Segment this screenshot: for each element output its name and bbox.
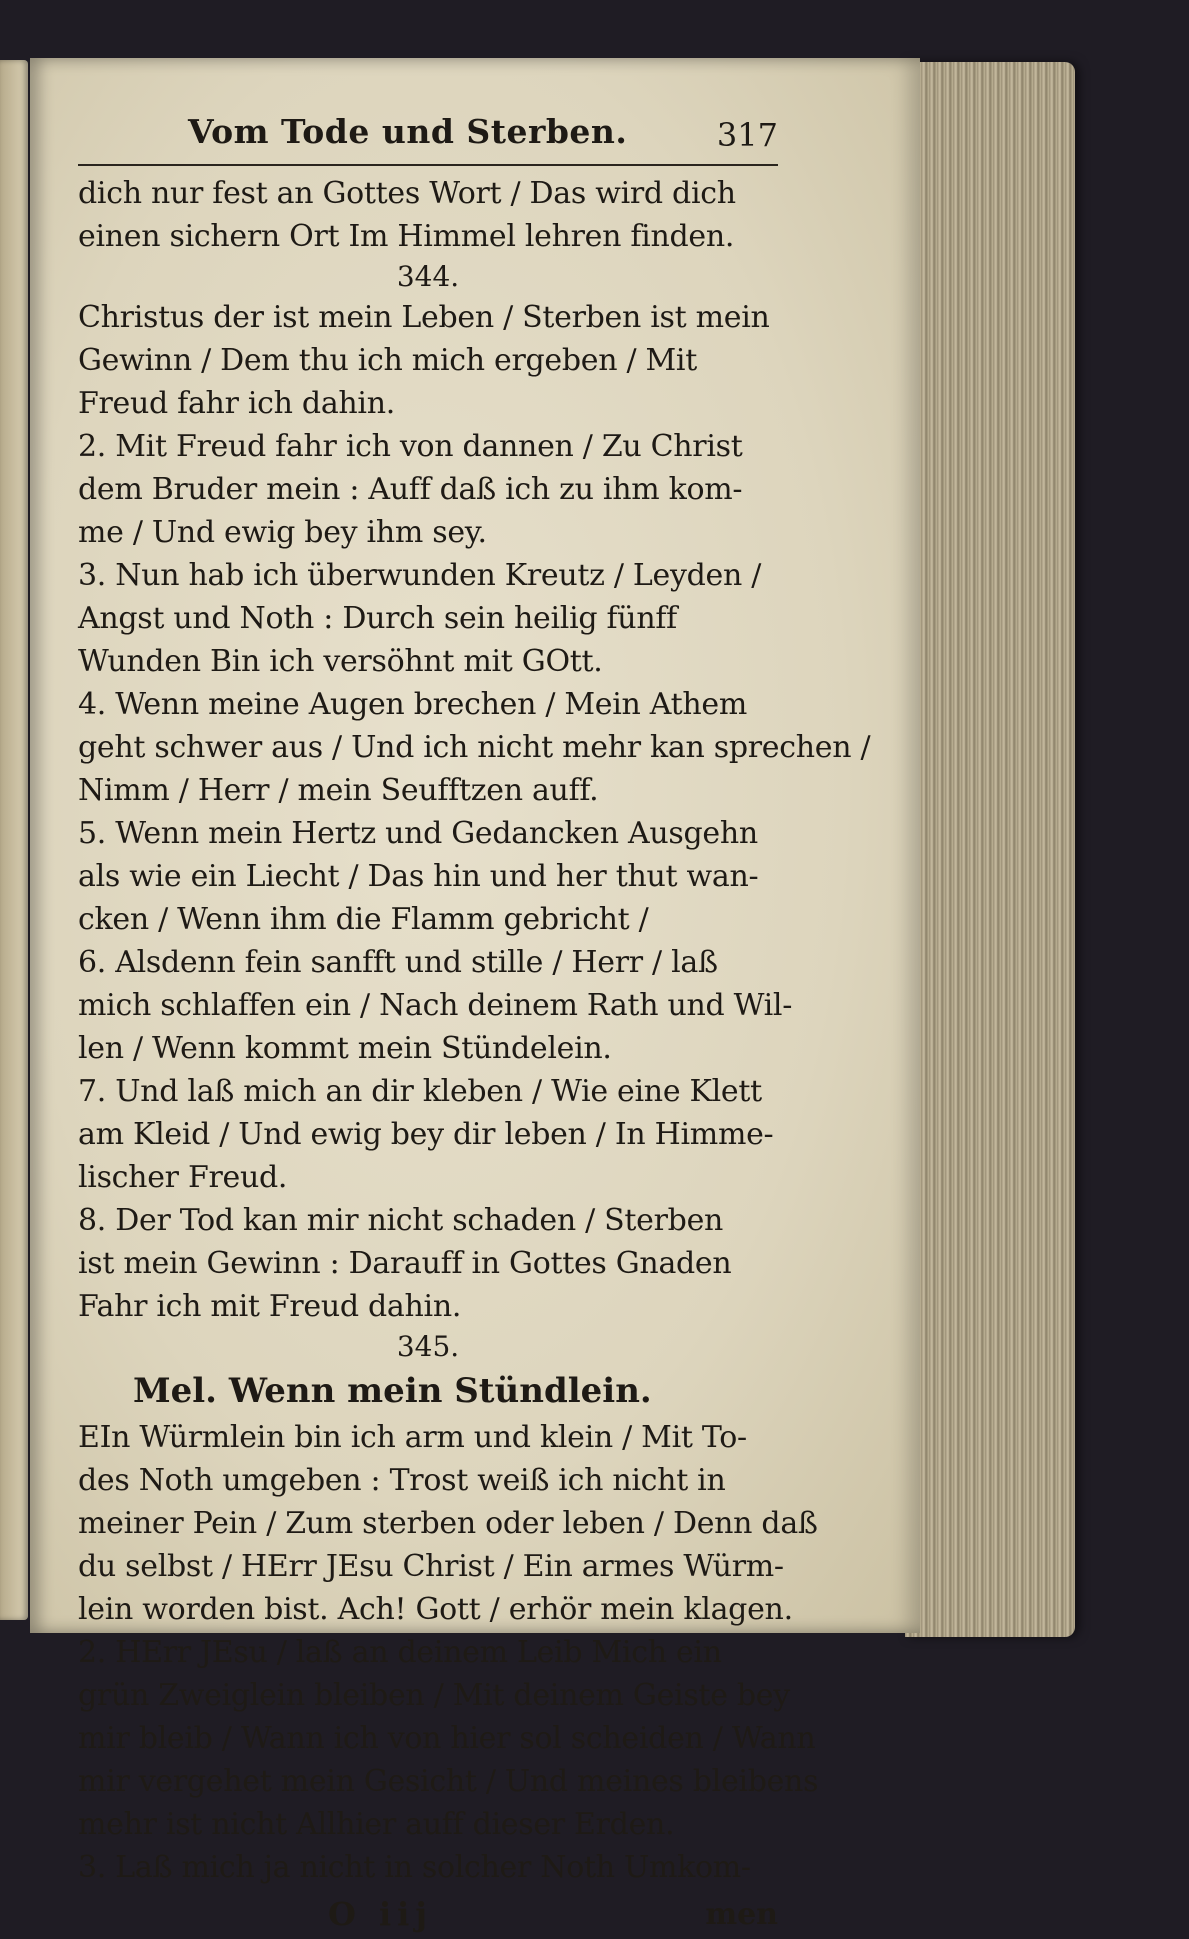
text-line: Christus der ist mein Leben / Sterben ist mein	[78, 300, 770, 335]
text-line: 7. Und laß mich an dir kleben / Wie eine Klett	[78, 1074, 762, 1109]
text-line: 2. Mit Freud fahr ich von dannen / Zu Christ	[78, 429, 743, 464]
text-line: Nimm / Herr / mein Seufftzen auff.	[78, 773, 599, 808]
text-line: 5. Wenn mein Hertz und Gedancken Ausgehn	[78, 816, 758, 851]
hymn-number: 344.	[396, 260, 460, 293]
text-line: cken / Wenn ihm die Flamm gebricht /	[78, 902, 649, 937]
catchword: men	[705, 1897, 778, 1932]
text-line: lischer Freud.	[78, 1160, 288, 1195]
text-line: mehr ist nicht Allhier auff dieser Erden.	[78, 1807, 675, 1842]
text-line: 4. Wenn meine Augen brechen / Mein Athem	[78, 687, 748, 722]
hymn-number: 345.	[396, 1330, 460, 1363]
text-line: einen sichern Ort Im Himmel lehren finden.	[78, 219, 735, 254]
text-line: ist mein Gewinn : Darauff in Gottes Gnaden	[78, 1246, 732, 1281]
text-line: am Kleid / Und ewig bey dir leben / In Himme-	[78, 1117, 774, 1152]
page-number: 317	[716, 116, 778, 154]
text-line: 8. Der Tod kan mir nicht schaden / Sterben	[78, 1203, 724, 1238]
text-line: grün Zweiglein bleiben / Mit deinem Geiste bey	[78, 1678, 790, 1713]
text-line: 3. Laß mich ja nicht in solcher Noth Umkom-	[78, 1850, 751, 1885]
melody-heading: Mel. Wenn mein Stündlein.	[133, 1371, 652, 1411]
text-line: mir vergehet mein Gesicht / Und meines bleibens	[78, 1764, 819, 1799]
text-line: Wunden Bin ich versöhnt mit GOtt.	[78, 644, 603, 679]
text-line: Angst und Noth : Durch sein heilig fünff	[78, 601, 677, 636]
text-line: mich schlaffen ein / Nach deinem Rath und Wil-	[78, 988, 793, 1023]
text-line: Freud fahr ich dahin.	[78, 386, 395, 421]
text-line: 2. HErr JEsu / laß an deinem Leib Mich ein	[78, 1635, 722, 1670]
text-line: Fahr ich mit Freud dahin.	[78, 1289, 462, 1324]
text-line: EIn Würmlein bin ich arm und klein / Mit To-	[78, 1420, 747, 1455]
text-line: Gewinn / Dem thu ich mich ergeben / Mit	[78, 343, 697, 378]
page-header	[78, 108, 778, 166]
signature-mark: O iij	[328, 1895, 433, 1933]
text-line: geht schwer aus / Und ich nicht mehr kan sprechen /	[78, 730, 871, 765]
text-line: dem Bruder mein : Auff daß ich zu ihm kom-	[78, 472, 743, 507]
text-line: du selbst / HErr JEsu Christ / Ein armes Würm-	[78, 1549, 784, 1584]
text-line: als wie ein Liecht / Das hin und her thut wan-	[78, 859, 759, 894]
text-line: 6. Alsdenn fein sanfft und stille / Herr / laß	[78, 945, 718, 980]
text-line: 3. Nun hab ich überwunden Kreutz / Leyden /	[78, 558, 762, 593]
text-line: mir bleib / Wann ich von hier sol scheiden / Wann	[78, 1721, 816, 1756]
text-line: lein worden bist. Ach! Gott / erhör mein klagen.	[78, 1592, 793, 1627]
previous-page-edge	[0, 60, 28, 1620]
text-line: dich nur fest an Gottes Wort / Das wird dich	[78, 176, 736, 211]
page-stack-edges	[905, 62, 1075, 1637]
text-line: des Noth umgeben : Trost weiß ich nicht in	[78, 1463, 726, 1498]
text-line: meiner Pein / Zum sterben oder leben / Denn daß	[78, 1506, 818, 1541]
running-title: Vom Tode und Sterben.	[188, 112, 628, 151]
page-footer	[78, 1893, 778, 1939]
text-line: me / Und ewig bey ihm sey.	[78, 515, 487, 550]
text-line: len / Wenn kommt mein Stündelein.	[78, 1031, 612, 1066]
page-text	[78, 108, 871, 1939]
